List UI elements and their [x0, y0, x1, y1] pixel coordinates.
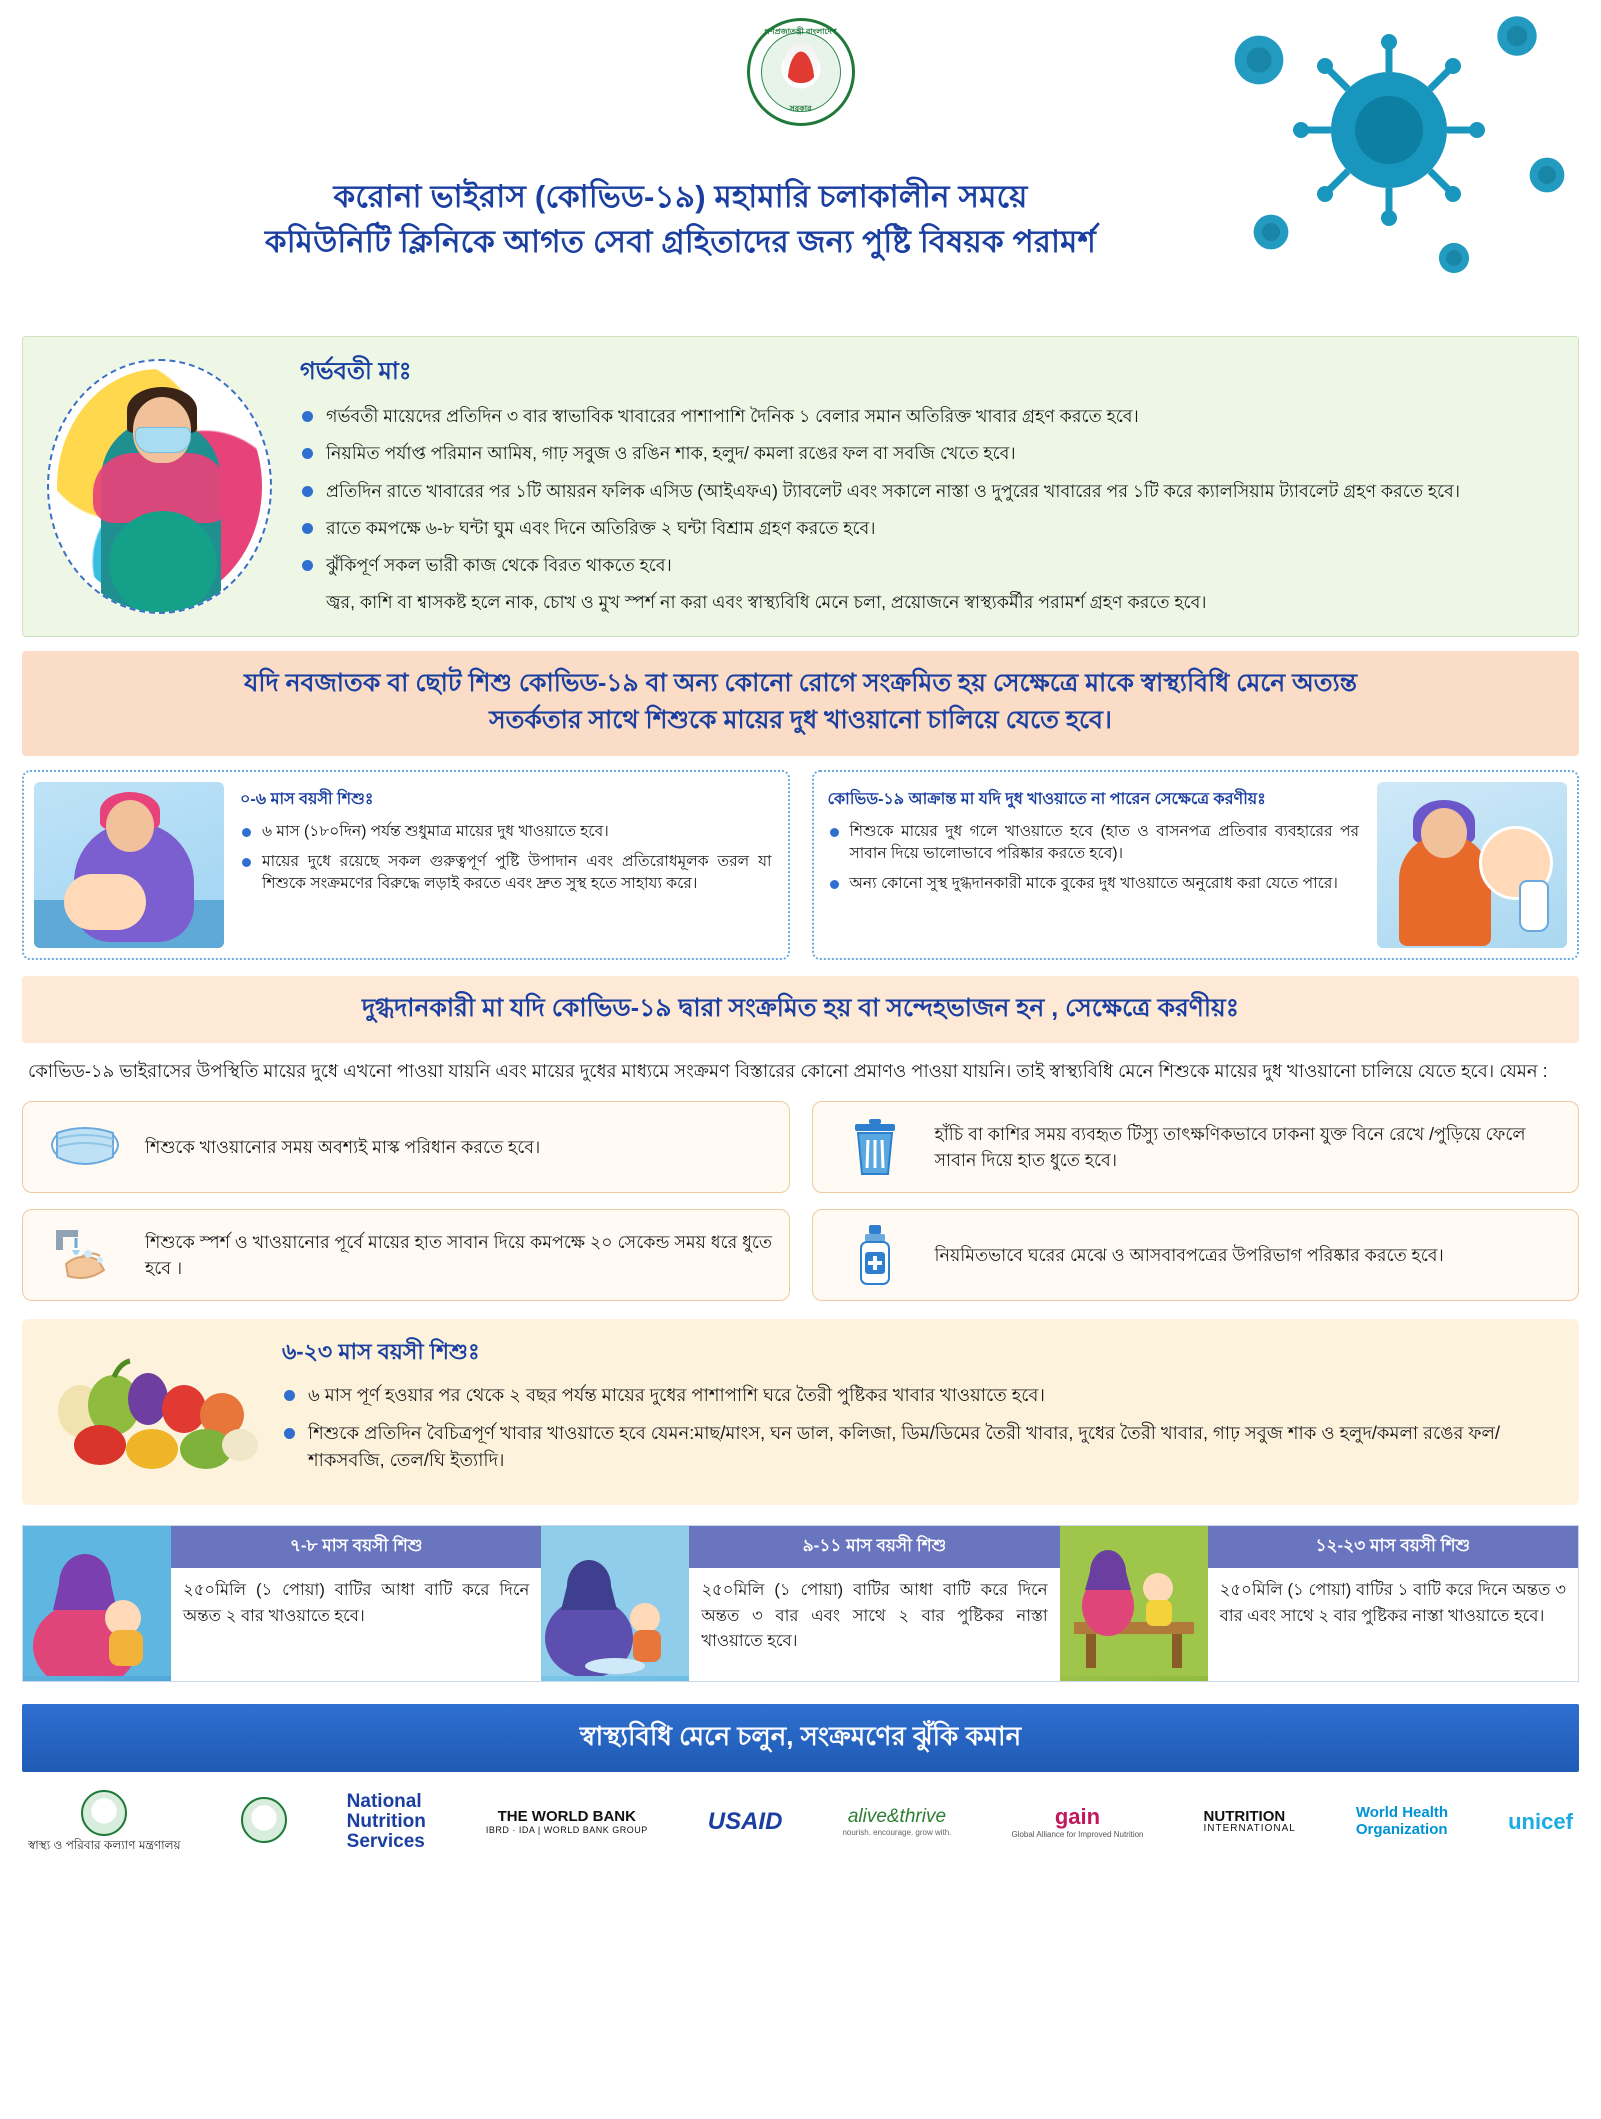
list-item: প্রতিদিন রাতে খাবারের পর ১টি আয়রন ফলিক এসিড (আইএফএ) ট্যাবলেট এবং সকালে নাস্তা ও দুপুরের খাবারের পর ১টি করে ক্যালসিয়াম ট্যাবলেট গ্রহণ করতে হবে।	[300, 478, 1556, 504]
unicef-logo	[1508, 1809, 1573, 1834]
mother-feeding-with-cup-illustration	[1377, 782, 1567, 948]
card-text: শিশুকে খাওয়ানোর সময় অবশ্যই মাস্ক পরিধান করতে হবে।	[145, 1137, 541, 1158]
title-line-1: করোনা ভাইরাস (কোভিড-১৯) মহামারি চলাকালীন সময়ে	[333, 179, 1028, 214]
card-text: হাঁচি বা কাশির সময় ব্যবহৃত টিস্যু তাৎক্ষণিকভাবে ঢাকনা যুক্ত বিনে রেখে /পুড়িয়ে ফেলে সাবান দিয়ে হাত ধুতে হবে।	[934, 1124, 1526, 1171]
gain-logo	[1011, 1804, 1143, 1838]
face-mask-icon	[39, 1114, 131, 1180]
panel-bullet-list	[240, 821, 772, 896]
banner-line-1: যদি নবজাতক বা ছোট শিশু কোভিড-১৯ বা অন্য কোনো রোগে সংক্রমিত হয় সেক্ষেত্রে মাকে স্বাস্থ্যবিধি মেনে অত্যন্ত	[243, 668, 1358, 697]
dghs-emblem-icon	[241, 1797, 287, 1843]
list-item: ৬ মাস পূর্ণ হওয়ার পর থেকে ২ বছর পর্যন্ত মায়ের দুধের পাশাপাশি ঘরে তৈরী পুষ্টিকর খাবার খাওয়াতে হবে।	[282, 1382, 1557, 1409]
list-item: রাতে কমপক্ষে ৬-৮ ঘন্টা ঘুম এবং দিনে অতিরিক্ত ২ ঘন্টা বিশ্রাম গ্রহণ করতে হবে।	[300, 515, 1556, 541]
trash-bin-icon	[829, 1114, 921, 1180]
hygiene-card-tissue-bin	[812, 1101, 1580, 1193]
coronavirus-illustration-icon	[1199, 0, 1579, 330]
gain-label: gain	[1054, 1804, 1101, 1830]
footer-slogan: স্বাস্থ্যবিধি মেনে চলুন, সংক্রমণের ঝুঁকি কমান	[579, 1721, 1022, 1752]
partner-logos-row	[22, 1786, 1579, 1863]
breastfeeding-illustration	[34, 782, 224, 948]
bangladesh-government-emblem-icon	[747, 18, 855, 126]
alive-thrive-label: alive&thrive	[847, 1806, 947, 1828]
pregnant-bullet-list	[300, 403, 1556, 578]
age-body: ২৫০মিলি (১ পোয়া) বাটির ১ বাটি করে দিনে অন্তত ৩ বার এবং সাথে ২ বার পুষ্টিকর নাস্তা খাওয়াতে হবে।	[1219, 1581, 1566, 1625]
emblem-bottom-text: সরকার	[789, 104, 812, 113]
page-title	[142, 175, 1219, 265]
hygiene-cards-grid	[22, 1101, 1579, 1301]
handwash-icon	[39, 1222, 131, 1288]
card-text: নিয়মিতভাবে ঘরের মেঝে ও আসবাবপত্রের উপরিভাগ পরিষ্কার করতে হবে।	[934, 1245, 1444, 1266]
who-logo: World Health Organization	[1355, 1804, 1449, 1838]
world-bank-label: THE WORLD BANK	[497, 1807, 636, 1825]
alive-thrive-sublabel: nourish. encourage. grow with.	[842, 1828, 952, 1838]
world-bank-sublabel: IBRD · IDA | WORLD BANK GROUP	[485, 1825, 648, 1836]
list-item: মায়ের দুধে রয়েছে সকল গুরুত্বপূর্ণ পুষ্টি উপাদান এবং প্রতিরোধমূলক তরল যা শিশুকে সংক্রমণের বিরুদ্ধে লড়াই করতে এবং দ্রুত সুস্থ হতে সাহায্য করে।	[240, 851, 772, 896]
six-to-twentythree-months-section	[22, 1319, 1579, 1505]
alive-and-thrive-logo	[842, 1806, 951, 1837]
banner-line-2: সতর্কতার সাথে শিশুকে মায়ের দুধ খাওয়ানো চালিয়ে যেতে হবে।	[489, 706, 1112, 734]
nutrition-international-logo	[1204, 1809, 1296, 1835]
mohfw-logo	[28, 1790, 181, 1853]
list-item: শিশুকে মায়ের দুধ গলে খাওয়াতে হবে (হাত ও বাসনপত্র প্রতিবার ব্যবহারের পর সাবান দিয়ে ভালোভাবে পরিষ্কার করতে হবে)।	[828, 821, 1360, 866]
sanitizer-bottle-icon	[829, 1222, 921, 1288]
lactating-mother-subhead	[22, 976, 1579, 1043]
months-section-title: ৬-২৩ মাস বয়সী শিশুঃ	[282, 1339, 480, 1365]
usaid-logo	[708, 1808, 783, 1836]
age-group-strip	[22, 1525, 1579, 1682]
unicef-label: unicef	[1508, 1809, 1573, 1835]
panel-row	[22, 770, 1579, 960]
hygiene-card-handwash	[22, 1209, 790, 1301]
footer-slogan-bar	[22, 1704, 1579, 1772]
panel-heading: কোভিড-১৯ আক্রান্ত মা যদি দুধ খাওয়াতে না পারেন সেক্ষেত্রে করণীয়ঃ	[827, 790, 1266, 808]
vegetables-illustration	[40, 1353, 270, 1473]
panel-0-6-months	[22, 770, 790, 960]
national-nutrition-services-logo: National Nutrition Services	[346, 1790, 426, 1852]
list-item: ঝুঁকিপূর্ণ সকল ভারী কাজ থেকে বিরত থাকতে হবে।	[300, 552, 1556, 578]
mohfw-emblem-icon	[81, 1790, 127, 1836]
intro-paragraph: কোভিড-১৯ ভাইরাসের উপস্থিতি মায়ের দুধে এখনো পাওয়া যায়নি এবং মায়ের দুধের মাধ্যমে সংক্রমণ বিস্তারের কোনো প্রমাণও পাওয়া যায়নি। তাই স্বাস্থ্যবিধি মেনে শিশুকে মায়ের দুধ খাওয়ানো চালিয়ে যেতে হবে। যেমন :	[28, 1060, 1548, 1081]
list-item: গর্ভবতী মায়েদের প্রতিদিন ৩ বার স্বাভাবিক খাবারের পাশাপাশি দৈনিক ১ বেলার সমান অতিরিক্ত খাবার গ্রহণ করতে হবে।	[300, 403, 1556, 429]
panel-heading: ০-৬ মাস বয়সী শিশুঃ	[240, 790, 374, 808]
months-bullet-list	[282, 1382, 1557, 1474]
usaid-label: USAID	[707, 1807, 783, 1835]
panel-covid-mother	[812, 770, 1580, 960]
world-bank-logo	[486, 1808, 648, 1836]
pregnant-section-note: জ্বর, কাশি বা শ্বাসকষ্ট হলে নাক, চোখ ও মুখ স্পর্শ না করা এবং স্বাস্থ্যবিধি মেনে চলা, প্রয়োজনে স্বাস্থ্যকর্মীর পরামর্শ গ্রহণ করতে হবে।	[326, 592, 1207, 613]
gain-sublabel: Global Alliance for Improved Nutrition	[1011, 1829, 1144, 1839]
age-heading: ৯-১১ মাস বয়সী শিশু	[689, 1526, 1059, 1568]
mother-feeding-toddler-illustration	[541, 1526, 689, 1681]
pregnant-woman-illustration	[47, 359, 272, 614]
age-cell-9-11	[689, 1526, 1059, 1681]
card-text: শিশুকে স্পর্শ ও খাওয়ানোর পূর্বে মায়ের হাত সাবান দিয়ে কমপক্ষে ২০ সেকেন্ড সময় ধরে ধুতে হবে ।	[145, 1232, 773, 1279]
age-cell-12-23	[1208, 1526, 1578, 1681]
title-line-2: কমিউনিটি ক্লিনিকে আগত সেবা গ্রহিতাদের জন্য পুষ্টি বিষয়ক পরামর্শ	[264, 223, 1097, 259]
hygiene-card-sanitizer	[812, 1209, 1580, 1301]
nutrition-intl-label: NUTRITION	[1203, 1807, 1286, 1825]
dghs-logo	[241, 1797, 287, 1846]
mother-with-infant-illustration	[23, 1526, 171, 1681]
hygiene-card-mask	[22, 1101, 790, 1193]
list-item: নিয়মিত পর্যাপ্ত পরিমান আমিষ, গাঢ় সবুজ ও রঙিন শাক, হলুদ/ কমলা রঙের ফল বা সবজি খেতে হবে।	[300, 440, 1556, 466]
emblem-top-text: গণপ্রজাতন্ত্রী বাংলাদেশ	[764, 27, 837, 36]
panel-bullet-list	[828, 821, 1360, 896]
subhead-text: দুগ্ধদানকারী মা যদি কোভিড-১৯ দ্বারা সংক্রমিত হয় বা সন্দেহভাজন হন , সেক্ষেত্রে করণীয়ঃ	[361, 993, 1240, 1022]
age-body: ২৫০মিলি (১ পোয়া) বাটির আধা বাটি করে দিনে অন্তত ৩ বার এবং সাথে ২ বার পুষ্টিকর নাস্তা খাওয়াতে হবে।	[701, 1581, 1048, 1651]
age-cell-7-8	[171, 1526, 541, 1681]
highlight-banner	[22, 651, 1579, 756]
pregnant-mother-section	[22, 336, 1579, 637]
list-item: ৬ মাস (১৮০দিন) পর্যন্ত শুধুমাত্র মায়ের দুধ খাওয়াতে হবে।	[240, 821, 772, 843]
pregnant-section-title: গর্ভবতী মাঃ	[300, 358, 412, 385]
nutrition-intl-sublabel: INTERNATIONAL	[1203, 1823, 1296, 1835]
age-heading: ১২-২৩ মাস বয়সী শিশু	[1208, 1526, 1578, 1568]
age-heading: ৭-৮ মাস বয়সী শিশু	[171, 1526, 541, 1568]
mohfw-logo-label: স্বাস্থ্য ও পরিবার কল্যাণ মন্ত্রণালয়	[28, 1838, 181, 1853]
age-body: ২৫০মিলি (১ পোয়া) বাটির আধা বাটি করে দিনে অন্তত ২ বার খাওয়াতে হবে।	[183, 1581, 530, 1625]
header	[22, 0, 1579, 330]
list-item: শিশুকে প্রতিদিন বৈচিত্রপূর্ণ খাবার খাওয়াতে হবে যেমন:মাছ/মাংস, ঘন ডাল, কলিজা, ডিম/ডিমের তৈরী খাবার, দুধের তৈরী খাবার, গাঢ় সবুজ শাক ও হলুদ/কমলা রঙের ফল/শাকসবজি, তেল/ঘি ইত্যাদি।	[282, 1420, 1557, 1474]
child-at-table-illustration	[1060, 1526, 1208, 1681]
list-item: অন্য কোনো সুস্থ দুগ্ধদানকারী মাকে বুকের দুধ খাওয়াতে অনুরোধ করা যেতে পারে।	[828, 873, 1360, 895]
